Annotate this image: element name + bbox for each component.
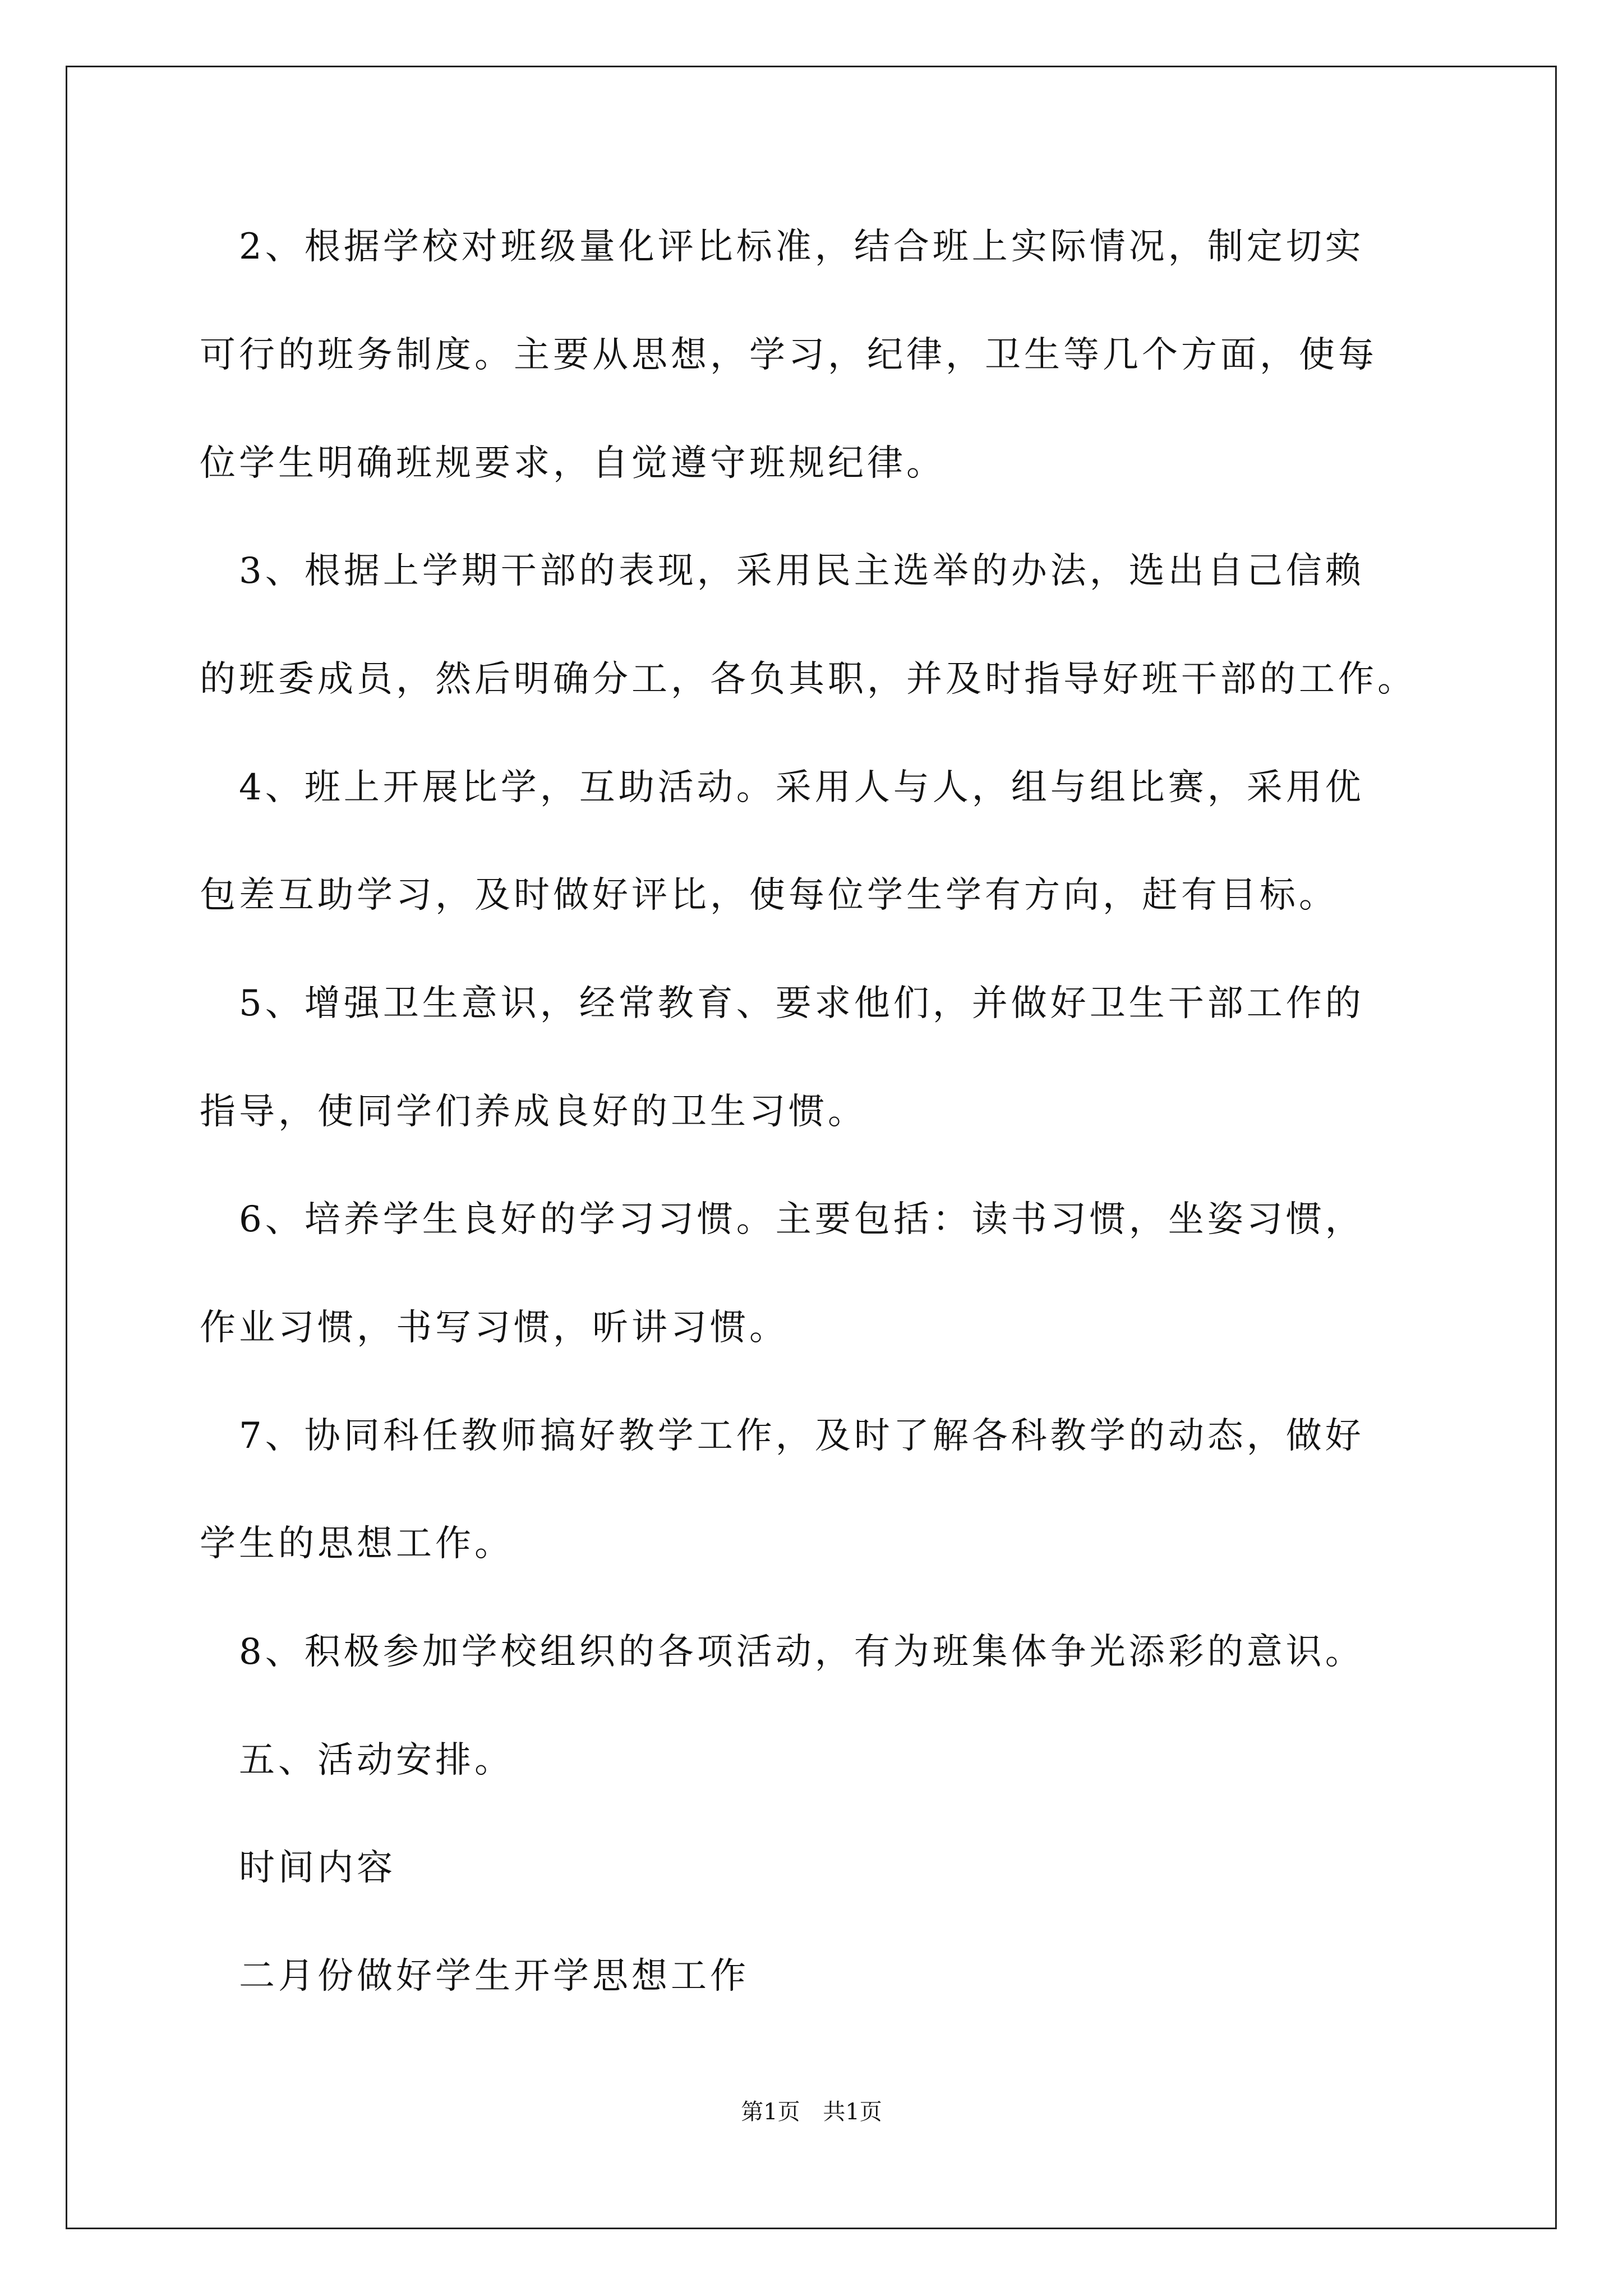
paragraph-line: 3、根据上学期干部的表现，采用民主选举的办法，选出自己信赖 <box>200 550 1364 592</box>
paragraph-line: 6、培养学生良好的学习习惯。主要包括：读书习惯，坐姿习惯， <box>200 1199 1364 1240</box>
paragraph-line: 7、协同科任教师搞好教学工作，及时了解各科教学的动态，做好 <box>200 1415 1364 1457</box>
page-border <box>66 66 1557 2229</box>
page-footer <box>0 2098 1623 2126</box>
page-total: 共1页 <box>823 2099 882 2125</box>
paragraph-line: 时间内容 <box>200 1847 396 1889</box>
paragraph-line: 二月份做好学生开学思想工作 <box>200 1955 749 1997</box>
paragraph-line: 5、增强卫生意识，经常教育、要求他们，并做好卫生干部工作的 <box>200 983 1364 1024</box>
paragraph-line: 2、根据学校对班级量化评比标准，结合班上实际情况，制定切实 <box>200 226 1364 268</box>
paragraph-line: 学生的思想工作。 <box>200 1523 514 1565</box>
paragraph-line: 8、积极参加学校组织的各项活动，有为班集体争光添彩的意识。 <box>200 1631 1364 1673</box>
paragraph-line: 作业习惯，书写习惯，听讲习惯。 <box>200 1307 789 1349</box>
paragraph-line: 包差互助学习，及时做好评比，使每位学生学有方向，赶有目标。 <box>200 875 1338 916</box>
paragraph-line: 指导，使同学们养成良好的卫生习惯。 <box>200 1091 867 1133</box>
paragraph-line: 位学生明确班规要求，自觉遵守班规纪律。 <box>200 443 946 484</box>
paragraph-line: 4、班上开展比学，互助活动。采用人与人，组与组比赛，采用优 <box>200 767 1364 808</box>
page-number: 第1页 <box>741 2099 800 2125</box>
paragraph-line: 的班委成员，然后明确分工，各负其职，并及时指导好班干部的工作。 <box>200 659 1417 700</box>
section-heading: 五、活动安排。 <box>200 1740 514 1781</box>
paragraph-line: 可行的班务制度。主要从思想，学习，纪律，卫生等几个方面，使每 <box>200 334 1377 376</box>
